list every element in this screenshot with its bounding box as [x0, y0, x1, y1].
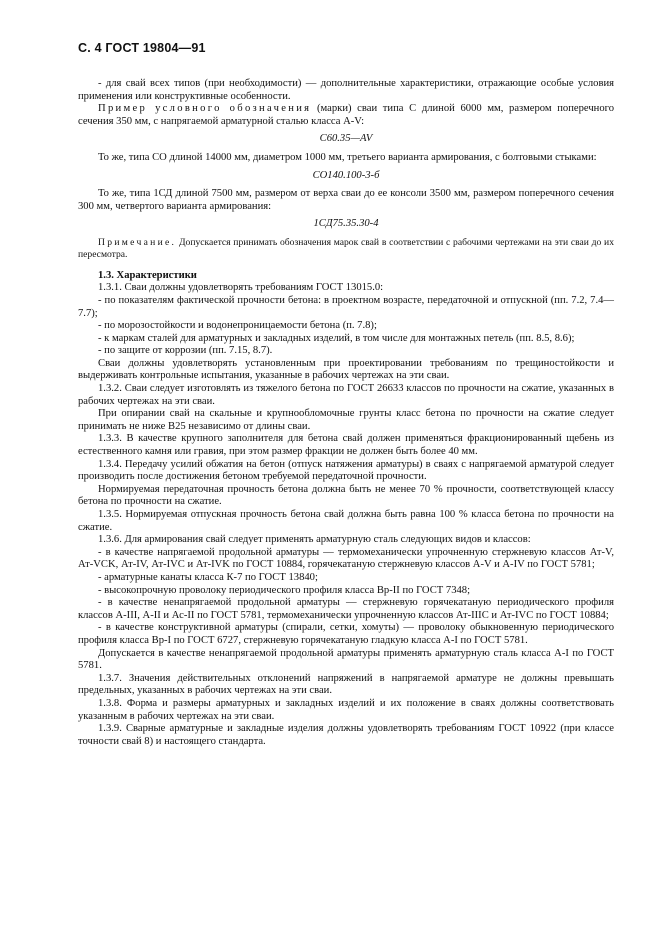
section-paragraph: 1.3.3. В качестве крупного заполнителя для бетона свай должен применяться фракционированный щебень из естественного камня или гравия, при этом размер фракции не должен быть более 40 мм. [78, 433, 614, 458]
section-paragraph: 1.3.8. Форма и размеры арматурных и закладных изделий и их положение в сваях должны соответствовать указанным в рабочих чертежах на эти сваи. [78, 697, 614, 722]
document-body [78, 78, 614, 748]
mark-example-3: 1СД75.35.30-4 [313, 218, 379, 230]
section-paragraph: 1.3.9. Сварные арматурные и закладные изделия должны удовлетворять требованиям ГОСТ 10922 (при классе точности свай 8) и настоящего стандарта. [78, 723, 614, 747]
section-paragraph: 1.3.1. Сваи должны удовлетворять требованиям ГОСТ 13015.0: [98, 282, 384, 294]
example-text: (марки) сваи типа С длиной 6000 мм, размером поперечного сечения 350 мм, с напрягаемой арматурной сталью класса A-V: [78, 103, 614, 127]
intro-paragraph-2: То же, типа СО длиной 14000 мм, диаметром 1000 мм, третьего варианта армирования, с болтовыми стыками: [98, 151, 597, 163]
intro-paragraph-3: То же, типа 1СД длиной 7500 мм, размером от верха сваи до ее консоли 3500 мм, размером поперечного сечения 300 мм, четвертого варианта армирования: [78, 188, 614, 212]
section-paragraph: Допускается в качестве ненапрягаемой продольной арматуры применять арматурную сталь класса А-I по ГОСТ 5781. [78, 647, 614, 672]
section-paragraph: 1.3.4. Передачу усилий обжатия на бетон (отпуск натяжения арматуры) в сваях с напрягаемой арматурой следует производить после достижения бетоном требуемой передаточной прочности. [78, 458, 614, 483]
section-heading: 1.3. Характеристики [98, 269, 197, 281]
section-paragraph: 1.3.7. Значения действительных отклонений напряжений в напрягаемой арматуре не должны превышать предельных, указанных в рабочих чертежах на эти сваи. [78, 672, 614, 697]
note-label: Примечание. [98, 236, 177, 248]
section-paragraph: - в качестве ненапрягаемой продольной арматуры — стержневую горячекатаную периодического профиля классов А-III, А-II и Ас-II по ГОСТ 5781, термомеханически упрочненную классов Ат-IIIC и Ат-IVC по ГОСТ 10884; [78, 597, 614, 621]
section-paragraph: - в качестве конструктивной арматуры (спирали, сетки, хомуты) — проволоку обыкновенную периодического профиля класса Вр-I по ГОСТ 6727, стержневую горячекатаную гладкую класса А-I по ГОСТ 5781. [78, 622, 614, 646]
section-paragraph: 1.3.5. Нормируемая отпускная прочность бетона свай должна быть равна 100 % класса бетона по прочности на сжатие. [78, 509, 614, 533]
section-paragraph: 1.3.2. Сваи следует изготовлять из тяжелого бетона по ГОСТ 26633 классов по прочности на сжатие, указанных в рабочих чертежах на эти сваи. [78, 383, 614, 407]
section-paragraph: 1.3.6. Для армирования свай следует применять арматурную сталь следующих видов и классов: [98, 534, 531, 546]
page-header: С. 4 ГОСТ 19804—91 [78, 41, 206, 55]
section-paragraph: - по защите от коррозии (пп. 7.15, 8.7). [98, 345, 273, 357]
section-paragraph: - по показателям фактической прочности бетона: в проектном возрасте, передаточной и отпускной (пп. 7.2, 7.4—7.7); [78, 294, 614, 319]
section-paragraphs [78, 282, 614, 748]
note-paragraph [78, 237, 614, 260]
mark-example-2: СО140.100-3-б [312, 169, 380, 181]
intro-paragraph-1: - для свай всех типов (при необходимости) — дополнительные характеристики, отражающие особые условия применения или конструктивные особенности. [78, 78, 614, 102]
mark-example-1: С60.35—AV [319, 133, 373, 145]
section-paragraph: - в качестве напрягаемой продольной арматуры — термомеханически упрочненную стержневую классов Ат-V, Ат-VCK, Ат-IV, Ат-IVC и Ат-IVK по ГОСТ 10884, горячекатаную стержневую классов A-V и A-IV по ГОСТ 5781; [78, 546, 614, 571]
section-paragraph: Сваи должны удовлетворять установленным при проектировании требованиям по трещиностойкости и выдерживать контрольные испытания, указанные в рабочих чертежах на эти сваи. [78, 357, 614, 382]
section-paragraph: При опирании свай на скальные и крупнообломочные грунты класс бетона по прочности на сжатие следует принимать не ниже В25 независимо от длины сваи. [78, 408, 614, 432]
section-paragraph: Нормируемая передаточная прочность бетона должна быть не менее 70 % прочности, соответствующей классу бетона по прочности на сжатие. [78, 483, 614, 508]
note-text: Допускается принимать обозначения марок свай в соответствии с рабочими чертежами на эти сваи до их пересмотра. [78, 236, 614, 260]
example-label: Пример условного обозначения [98, 103, 312, 115]
section-paragraph: - к маркам сталей для арматурных и закладных изделий, в том числе для монтажных петель (пп. 8.5, 8.6); [98, 332, 575, 344]
section-paragraph: - высокопрочную проволоку периодического профиля класса Вр-II по ГОСТ 7348; [98, 584, 471, 596]
example-paragraph [78, 103, 614, 128]
section-paragraph: - по морозостойкости и водонепроницаемости бетона (п. 7.8); [98, 320, 377, 332]
section-paragraph: - арматурные канаты класса К-7 по ГОСТ 13840; [98, 571, 318, 583]
